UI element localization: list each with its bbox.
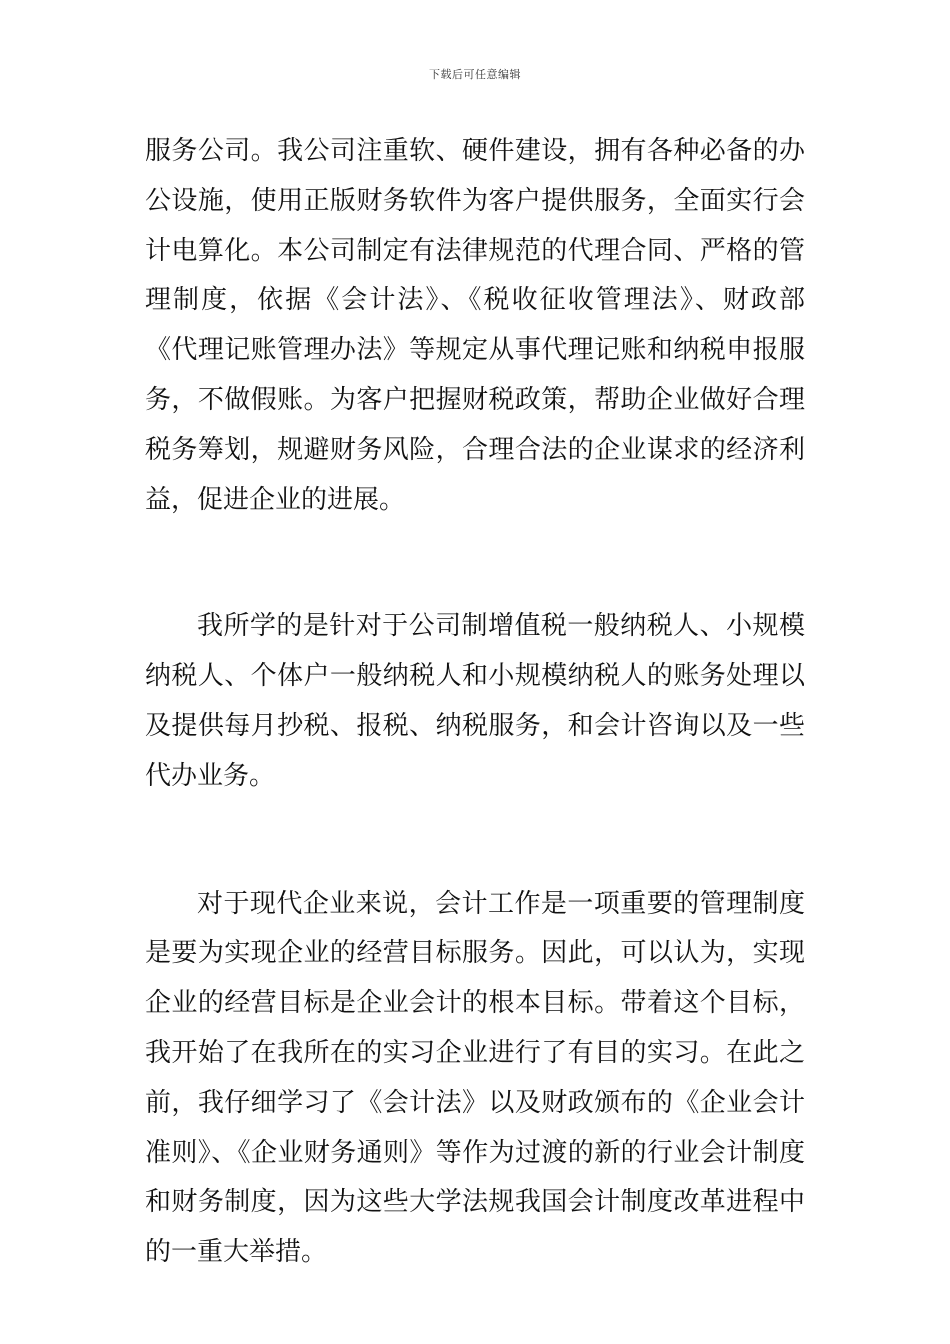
paragraph-accounting-goal: 对于现代企业来说，会计工作是一项重要的管理制度是要为实现企业的经营目标服务。因此，可以认为，实现企业的经营目标是企业会计的根本目标。带着这个目标，我开始了在我所在的实习企业进行了有目的实习。在此之前，我仔细学习了《会计法》以及财政颁布的《企业会计准则》、《企业财务通则》等作为过渡的新的行业会计制度和财务制度，因为这些大学法规我国会计制度改革进程中的一重大举措。 <box>145 888 805 1268</box>
paragraph-continuation: 服务公司。我公司注重软、硬件建设，拥有各种必备的办公设施，使用正版财务软件为客户提供服务，全面实行会计电算化。本公司制定有法律规范的代理合同、严格的管理制度，依据《会计法》、《税收征收管理法》、财政部《代理记账管理办法》等规定从事代理记账和纳税申报服务，不做假账。为客户把握财税政策，帮助企业做好合理税务筹划，规避财务风险，合理合法的企业谋求的经济利益，促进企业的进展。 <box>145 136 805 515</box>
page-header: 下载后可任意编辑 <box>429 68 521 81</box>
document-body <box>145 127 805 1278</box>
paragraph-study-scope: 我所学的是针对于公司制增值税一般纳税人、小规模纳税人、个体户一般纳税人和小规模纳税人的账务处理以及提供每月抄税、报税、纳税服务，和会计咨询以及一些代办业务。 <box>145 611 805 791</box>
